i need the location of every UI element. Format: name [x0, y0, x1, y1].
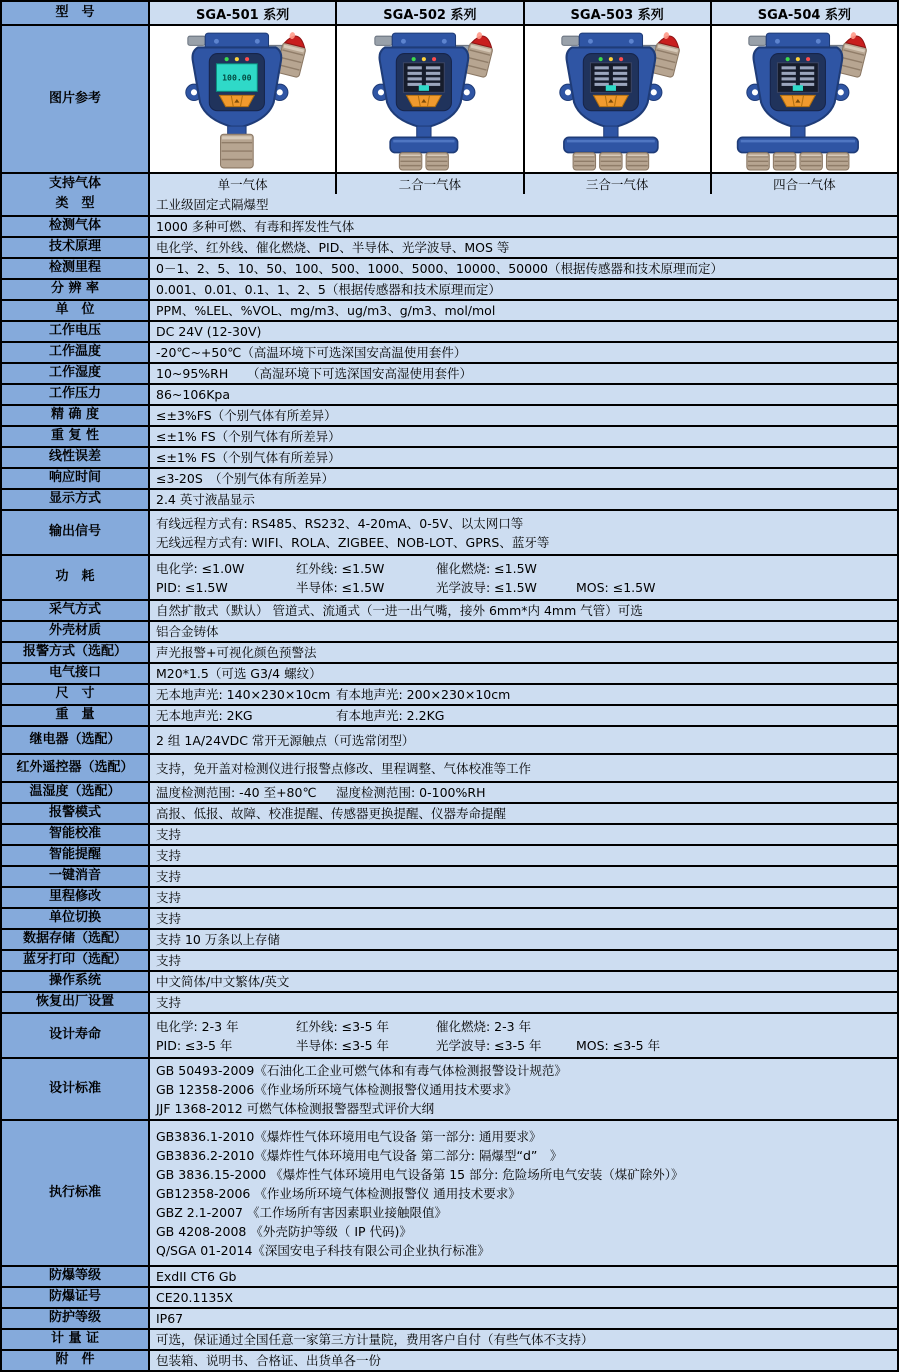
- row-label: 蓝牙打印（选配）: [2, 951, 150, 970]
- spec-row: [2, 425, 897, 446]
- value-segment: 催化燃烧: ≤1.5W: [436, 560, 537, 576]
- row-value: [150, 783, 897, 802]
- row-label: 检测里程: [2, 259, 150, 278]
- row-value: [150, 643, 897, 662]
- row-label: 智能校准: [2, 825, 150, 844]
- gas-type-cells: [150, 174, 897, 194]
- row-label: 温湿度（选配）: [2, 783, 150, 802]
- spec-row: [2, 404, 897, 425]
- spec-row: [2, 341, 897, 362]
- spec-row: [2, 865, 897, 886]
- value-line: [156, 578, 891, 597]
- value-segment: CE20.1135X: [156, 1290, 233, 1305]
- value-line: [156, 1288, 891, 1307]
- row-label: 操作系统: [2, 972, 150, 991]
- value-line: [156, 1203, 891, 1222]
- row-value: [150, 469, 897, 488]
- row-label-model: 型 号: [2, 2, 150, 24]
- value-segment: 半导体: ≤3-5 年: [296, 1037, 390, 1053]
- value-line: [156, 1099, 891, 1118]
- row-value: [150, 556, 897, 599]
- value-line: [156, 706, 891, 725]
- value-segment: 无线远程方式有: WIFI、ROLA、ZIGBEE、NOB-LOT、GPRS、蓝牙等: [156, 534, 550, 550]
- row-label: 电气接口: [2, 664, 150, 683]
- value-line: [156, 195, 891, 214]
- row-value: [150, 951, 897, 970]
- value-segment: ≤±1% FS（个别气体有所差异）: [156, 450, 341, 465]
- row-label: 重 复 性: [2, 427, 150, 446]
- value-line: [156, 1080, 891, 1099]
- row-value: [150, 280, 897, 299]
- device-image-cells: [150, 26, 897, 172]
- value-segment: M20*1.5（可选 G3/4 螺纹）: [156, 666, 322, 681]
- spec-row: [2, 299, 897, 320]
- row-value: [150, 909, 897, 928]
- row-label: 工作压力: [2, 385, 150, 404]
- spec-row: [2, 1012, 897, 1057]
- gas-type: 四合一气体: [710, 174, 897, 194]
- row-value: [150, 406, 897, 425]
- value-line: [156, 1330, 891, 1349]
- value-line: [156, 343, 891, 362]
- value-line: [156, 1309, 891, 1328]
- value-segment: 无本地声光: 2KG: [156, 708, 253, 723]
- row-label: 工作湿度: [2, 364, 150, 383]
- row-label: 报警模式: [2, 804, 150, 823]
- spec-row: [2, 1349, 897, 1370]
- value-segment: 支持: [156, 953, 182, 968]
- row-value: [150, 1014, 897, 1057]
- value-line: [156, 759, 891, 778]
- value-line: [156, 385, 891, 404]
- row-label: 里程修改: [2, 888, 150, 907]
- row-label: 附 件: [2, 1351, 150, 1370]
- row-value: [150, 825, 897, 844]
- spec-rows: [2, 194, 897, 1370]
- spec-row: [2, 467, 897, 488]
- row-label: 报警方式（选配）: [2, 643, 150, 662]
- gas-type: 单一气体: [150, 174, 335, 194]
- value-segment: 中文简体/中文繁体/英文: [156, 974, 290, 989]
- spec-row: [2, 704, 897, 725]
- gas-detector-illustration: [338, 27, 522, 171]
- value-line: [156, 533, 891, 552]
- spec-row: [2, 725, 897, 753]
- row-label: 显示方式: [2, 490, 150, 509]
- value-segment: 电化学: ≤1.0W: [156, 560, 245, 576]
- spec-row: [2, 1265, 897, 1286]
- value-line: [156, 1061, 891, 1080]
- value-line: [156, 867, 891, 886]
- value-line: [156, 1351, 891, 1370]
- spec-row: [2, 446, 897, 467]
- row-label: 防爆证号: [2, 1288, 150, 1307]
- value-line: [156, 1267, 891, 1286]
- value-segment: 有线远程方式有: RS485、RS232、4-20mA、0-5V、以太网口等: [156, 515, 524, 531]
- row-label: 响应时间: [2, 469, 150, 488]
- row-label-image: 图片参考: [2, 26, 150, 172]
- value-segment: 包装箱、说明书、合格证、出货单各一份: [156, 1353, 382, 1368]
- value-line: [156, 909, 891, 928]
- value-line: [156, 888, 891, 907]
- value-line: [156, 427, 891, 446]
- spec-row: [2, 753, 897, 781]
- value-line: [156, 1127, 891, 1146]
- value-line: [156, 364, 891, 383]
- spec-row: [2, 554, 897, 599]
- value-segment: PID: ≤1.5W: [156, 579, 228, 595]
- value-segment: IP67: [156, 1311, 184, 1326]
- model-name: SGA-502 系列: [335, 2, 522, 24]
- row-value: [150, 685, 897, 704]
- value-line: [156, 993, 891, 1012]
- value-line: [156, 804, 891, 823]
- row-value: [150, 322, 897, 341]
- spec-row: [2, 488, 897, 509]
- row-label-gas: 支持气体: [2, 174, 150, 194]
- spec-row: [2, 320, 897, 341]
- row-label: 采气方式: [2, 601, 150, 620]
- device-image-单一气体: [150, 26, 335, 172]
- spec-row: [2, 844, 897, 865]
- row-value: [150, 1121, 897, 1265]
- value-segment: Q/SGA 01-2014《深国安电子科技有限公司企业执行标准》: [156, 1242, 490, 1258]
- spec-row: [2, 194, 897, 215]
- spec-row: [2, 1057, 897, 1119]
- row-value: [150, 972, 897, 991]
- row-value: [150, 194, 897, 215]
- value-line: [156, 1222, 891, 1241]
- spec-row: [2, 257, 897, 278]
- value-line: [156, 322, 891, 341]
- row-value: [150, 846, 897, 865]
- value-segment: 工业级固定式隔爆型: [156, 197, 269, 212]
- value-segment: 1000 多种可燃、有毒和挥发性气体: [156, 219, 355, 234]
- model-name: SGA-503 系列: [523, 2, 710, 24]
- row-value: [150, 259, 897, 278]
- row-value: [150, 867, 897, 886]
- spec-row: [2, 383, 897, 404]
- row-value: [150, 706, 897, 725]
- row-label: 一键消音: [2, 867, 150, 886]
- row-label: 输出信号: [2, 511, 150, 554]
- value-segment: GB 4208-2008 《外壳防护等级（ IP 代码)》: [156, 1223, 412, 1239]
- spec-row: [2, 823, 897, 844]
- row-value: [150, 427, 897, 446]
- value-line: [156, 238, 891, 257]
- value-segment: JJF 1368-2012 可燃气体检测报警器型式评价大纲: [156, 1100, 435, 1116]
- value-segment: PID: ≤3-5 年: [156, 1037, 233, 1053]
- value-segment: MOS: ≤1.5W: [576, 579, 656, 595]
- row-label: 外壳材质: [2, 622, 150, 641]
- spec-row: [2, 599, 897, 620]
- value-segment: 支持 10 万条以上存储: [156, 932, 280, 947]
- value-segment: 光学波导: ≤1.5W: [436, 579, 537, 595]
- value-segment: GBZ 2.1-2007 《工作场所有害因素职业接触限值》: [156, 1204, 447, 1220]
- value-segment: 有本地声光: 2.2KG: [336, 708, 445, 723]
- value-segment: 0.001、0.01、0.1、1、2、5（根据传感器和技术原理而定）: [156, 282, 501, 297]
- value-line: [156, 1184, 891, 1203]
- spec-row: [2, 949, 897, 970]
- value-segment: 温度检测范围: -40 至+80℃: [156, 785, 317, 800]
- spec-row: [2, 362, 897, 383]
- spec-row: [2, 886, 897, 907]
- row-label: 重 量: [2, 706, 150, 725]
- value-segment: -20℃~+50℃（高温环境下可选深国安高温使用套件）: [156, 345, 467, 360]
- row-label: 尺 寸: [2, 685, 150, 704]
- row-value: [150, 727, 897, 753]
- row-value: [150, 490, 897, 509]
- svg-text:100.00: 100.00: [221, 72, 252, 83]
- value-line: [156, 601, 891, 620]
- value-segment: 支持: [156, 869, 182, 884]
- value-segment: 铝合金铸体: [156, 624, 219, 639]
- row-value: [150, 1288, 897, 1307]
- value-segment: 红外线: ≤3-5 年: [296, 1018, 390, 1034]
- value-line: [156, 685, 891, 704]
- spec-row: [2, 1328, 897, 1349]
- value-segment: 半导体: ≤1.5W: [296, 579, 385, 595]
- spec-row: [2, 236, 897, 257]
- value-line: [156, 622, 891, 641]
- value-segment: 支持: [156, 890, 182, 905]
- row-value: [150, 930, 897, 949]
- spec-row: [2, 278, 897, 299]
- row-label: 工作电压: [2, 322, 150, 341]
- value-line: [156, 731, 891, 750]
- row-value: [150, 1267, 897, 1286]
- image-row: [2, 24, 897, 172]
- row-value: [150, 804, 897, 823]
- spec-row: [2, 781, 897, 802]
- value-line: [156, 280, 891, 299]
- row-value: [150, 1309, 897, 1328]
- spec-row: [2, 991, 897, 1012]
- spec-row: [2, 1307, 897, 1328]
- value-segment: 10~95%RH （高湿环境下可选深国安高湿使用套件）: [156, 366, 472, 381]
- device-image-二合一气体: [335, 26, 522, 172]
- value-segment: 有本地声光: 200×230×10cm: [336, 687, 511, 702]
- model-name: SGA-501 系列: [150, 2, 335, 24]
- row-label: 设计标准: [2, 1059, 150, 1119]
- row-label: 继电器（选配）: [2, 727, 150, 753]
- row-label: 检测气体: [2, 217, 150, 236]
- row-label: 计 量 证: [2, 1330, 150, 1349]
- value-line: [156, 406, 891, 425]
- value-line: [156, 846, 891, 865]
- value-segment: ExdII CT6 Gb: [156, 1269, 237, 1284]
- row-label: 防护等级: [2, 1309, 150, 1328]
- gas-detector-illustration: [151, 27, 335, 171]
- row-label: 分 辨 率: [2, 280, 150, 299]
- row-label: 线性误差: [2, 448, 150, 467]
- value-segment: 支持: [156, 911, 182, 926]
- spec-row: [2, 970, 897, 991]
- value-segment: 0－1、2、5、10、50、100、500、1000、5000、10000、50000（根据传感器和技术原理而定）: [156, 261, 723, 276]
- spec-row: [2, 620, 897, 641]
- spec-row: [2, 641, 897, 662]
- row-value: [150, 755, 897, 781]
- spec-row: [2, 662, 897, 683]
- gas-type: 三合一气体: [523, 174, 710, 194]
- value-segment: ≤3-20S （个别气体有所差异）: [156, 471, 335, 486]
- model-name-cells: [150, 2, 897, 24]
- value-segment: 电化学、红外线、催化燃烧、PID、半导体、光学波导、MOS 等: [156, 240, 510, 255]
- value-segment: GB 12358-2006《作业场所环境气体检测报警仪通用技术要求》: [156, 1081, 517, 1097]
- row-value: [150, 364, 897, 383]
- gas-detector-illustration: [525, 27, 709, 171]
- device-image-三合一气体: [523, 26, 710, 172]
- row-label: 智能提醒: [2, 846, 150, 865]
- row-label: 技术原理: [2, 238, 150, 257]
- device-image-四合一气体: [710, 26, 897, 172]
- row-value: [150, 511, 897, 554]
- row-value: [150, 217, 897, 236]
- value-segment: 支持: [156, 827, 182, 842]
- value-segment: ≤±3%FS（个别气体有所差异）: [156, 408, 337, 423]
- value-segment: 自然扩散式（默认） 管道式、流通式（一进一出气嘴，接外 6mm*内 4mm 气管）可选: [156, 603, 643, 618]
- value-line: [156, 469, 891, 488]
- value-line: [156, 1036, 891, 1055]
- value-segment: PPM、%LEL、%VOL、mg/m3、ug/m3、g/m3、mol/mol: [156, 303, 496, 318]
- value-segment: ≤±1% FS（个别气体有所差异）: [156, 429, 341, 444]
- value-segment: 高报、低报、故障、校准提醒、传感器更换提醒、仪器寿命提醒: [156, 806, 507, 821]
- value-segment: 无本地声光: 140×230×10cm: [156, 687, 331, 702]
- row-label: 执行标准: [2, 1121, 150, 1265]
- row-label: 工作温度: [2, 343, 150, 362]
- spec-row: [2, 802, 897, 823]
- value-segment: 催化燃烧: 2-3 年: [436, 1018, 532, 1034]
- value-line: [156, 1146, 891, 1165]
- value-segment: GB 50493-2009《石油化工企业可燃气体和有毒气体检测报警设计规范》: [156, 1062, 567, 1078]
- spec-row: [2, 928, 897, 949]
- row-value: [150, 664, 897, 683]
- value-segment: GB3836.1-2010《爆炸性气体环境用电气设备 第一部分: 通用要求》: [156, 1128, 542, 1144]
- value-line: [156, 951, 891, 970]
- row-value: [150, 343, 897, 362]
- value-segment: 2 组 1A/24VDC 常开无源触点（可选常闭型）: [156, 732, 415, 748]
- row-value: [150, 601, 897, 620]
- value-line: [156, 301, 891, 320]
- row-value: [150, 1351, 897, 1370]
- value-segment: MOS: ≤3-5 年: [576, 1037, 661, 1053]
- row-label: 防爆等级: [2, 1267, 150, 1286]
- value-line: [156, 1017, 891, 1036]
- row-value: [150, 238, 897, 257]
- row-value: [150, 993, 897, 1012]
- value-line: [156, 217, 891, 236]
- value-line: [156, 514, 891, 533]
- spec-row: [2, 907, 897, 928]
- row-label: 红外遥控器（选配）: [2, 755, 150, 781]
- row-label: 单位切换: [2, 909, 150, 928]
- row-value: [150, 448, 897, 467]
- value-segment: GB3836.2-2010《爆炸性气体环境用电气设备 第二部分: 隔爆型“d” 》: [156, 1147, 563, 1163]
- value-segment: 光学波导: ≤3-5 年: [436, 1037, 542, 1053]
- value-segment: 2.4 英寸液晶显示: [156, 492, 255, 507]
- gas-row: [2, 172, 897, 194]
- value-line: [156, 930, 891, 949]
- row-value: [150, 1330, 897, 1349]
- row-label: 设计寿命: [2, 1014, 150, 1057]
- value-segment: 可选，保证通过全国任意一家第三方计量院，费用客户自付（有些气体不支持）: [156, 1332, 594, 1347]
- spec-row: [2, 509, 897, 554]
- value-line: [156, 825, 891, 844]
- value-line: [156, 972, 891, 991]
- value-segment: 电化学: 2-3 年: [156, 1018, 239, 1034]
- gas-type: 二合一气体: [335, 174, 522, 194]
- value-line: [156, 559, 891, 578]
- spec-row: [2, 683, 897, 704]
- model-name: SGA-504 系列: [710, 2, 897, 24]
- value-segment: DC 24V (12-30V): [156, 324, 262, 339]
- value-segment: 声光报警+可视化颜色预警法: [156, 645, 317, 660]
- row-value: [150, 301, 897, 320]
- row-value: [150, 622, 897, 641]
- value-segment: 86~106Kpa: [156, 387, 231, 402]
- row-label: 精 确 度: [2, 406, 150, 425]
- value-line: [156, 1165, 891, 1184]
- value-line: [156, 490, 891, 509]
- value-line: [156, 783, 891, 802]
- value-segment: 红外线: ≤1.5W: [296, 560, 385, 576]
- value-segment: 支持: [156, 848, 182, 863]
- value-segment: 支持: [156, 995, 182, 1010]
- row-label: 恢复出厂设置: [2, 993, 150, 1012]
- spec-row: [2, 1119, 897, 1265]
- spec-row: [2, 1286, 897, 1307]
- value-line: [156, 664, 891, 683]
- value-line: [156, 448, 891, 467]
- value-segment: GB12358-2006 《作业场所环境气体检测报警仪 通用技术要求》: [156, 1185, 521, 1201]
- row-label: 单 位: [2, 301, 150, 320]
- row-value: [150, 1059, 897, 1119]
- gas-detector-illustration: [712, 27, 896, 171]
- row-value: [150, 888, 897, 907]
- model-header-row: [2, 2, 897, 24]
- value-segment: 支持，免开盖对检测仪进行报警点修改、里程调整、气体校准等工作: [156, 760, 532, 776]
- value-segment: GB 3836.15-2000 《爆炸性气体环境用电气设备第 15 部分: 危险场所电气安装（煤矿除外）》: [156, 1166, 684, 1182]
- row-value: [150, 385, 897, 404]
- value-line: [156, 1241, 891, 1260]
- value-segment: 湿度检测范围: 0-100%RH: [336, 785, 486, 800]
- row-label: 类 型: [2, 194, 150, 215]
- row-label: 数据存储（选配）: [2, 930, 150, 949]
- spec-row: [2, 215, 897, 236]
- value-line: [156, 259, 891, 278]
- value-line: [156, 643, 891, 662]
- row-label: 功 耗: [2, 556, 150, 599]
